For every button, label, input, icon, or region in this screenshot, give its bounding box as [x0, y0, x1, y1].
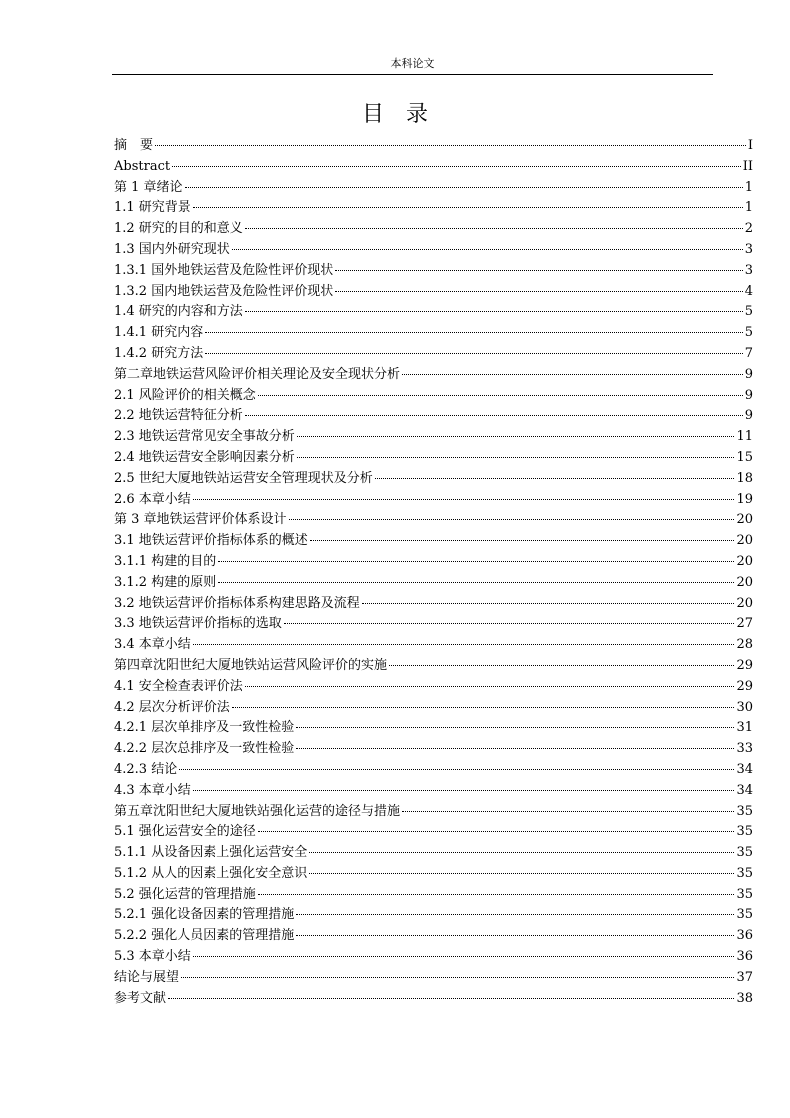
toc-entry-label: 3.2 地铁运营评价指标体系构建思路及流程	[114, 595, 360, 611]
toc-entry-page-number: 35	[736, 865, 753, 881]
toc-entry	[114, 573, 753, 594]
toc-entry	[114, 240, 753, 261]
toc-entry-label: 3.1 地铁运营评价指标体系的概述	[114, 533, 308, 549]
toc-entry	[114, 926, 753, 947]
toc-entry	[114, 968, 753, 989]
toc-dot-leader	[284, 623, 735, 624]
toc-entry-page-number: 35	[736, 803, 753, 819]
toc-entry	[114, 510, 753, 531]
toc-entry	[114, 198, 753, 219]
toc-entry	[114, 469, 753, 490]
toc-entry	[114, 552, 753, 573]
toc-entry-label: 4.1 安全检查表评价法	[114, 678, 243, 694]
toc-entry	[114, 698, 753, 719]
toc-entry-label: 摘 要	[114, 138, 154, 153]
toc-dot-leader	[205, 353, 743, 354]
toc-entry	[114, 594, 753, 615]
toc-entry-label: 1.1 研究背景	[114, 200, 191, 216]
toc-dot-leader	[296, 727, 734, 728]
toc-entry-page-number: 20	[736, 595, 753, 611]
toc-entry-label: 1.2 研究的目的和意义	[114, 221, 243, 237]
toc-entry-label: 参考文献	[114, 990, 167, 1006]
toc-entry	[114, 802, 753, 823]
header-rule	[112, 74, 713, 75]
toc-entry-label: 5.1 强化运营安全的途径	[114, 824, 256, 840]
toc-dot-leader	[310, 540, 735, 541]
toc-entry	[114, 365, 753, 386]
toc-entry-page-number: 34	[736, 782, 753, 798]
toc-entry-label: 5.1.2 从人的因素上强化安全意识	[114, 865, 308, 881]
toc-entry-page-number: 18	[736, 470, 753, 486]
toc-entry	[114, 427, 753, 448]
toc-entry	[114, 386, 753, 407]
toc-entry-label: 第 3 章地铁运营评价体系设计	[114, 512, 287, 528]
toc-entry-label: 2.2 地铁运营特征分析	[114, 408, 243, 424]
toc-entry-label: 第四章沈阳世纪大厦地铁站运营风险评价的实施	[114, 657, 388, 673]
toc-entry-label: 4.2.2 层次总排序及一致性检验	[114, 741, 295, 757]
toc-entry	[114, 323, 753, 344]
toc-entry-label: 2.3 地铁运营常见安全事故分析	[114, 429, 295, 445]
toc-entry-label: 2.6 本章小结	[114, 491, 191, 507]
toc-entry-label: 3.1.2 构建的原则	[114, 574, 217, 590]
toc-entry	[114, 677, 753, 698]
toc-dot-leader	[155, 145, 746, 146]
toc-entry-page-number: 20	[736, 512, 753, 528]
toc-entry	[114, 905, 753, 926]
toc-dot-leader	[296, 935, 734, 936]
toc-entry-label: 1.4.2 研究方法	[114, 345, 204, 361]
toc-entry-label: 1.3.2 国内地铁运营及危险性评价现状	[114, 283, 334, 299]
toc-entry-label: 第二章地铁运营风险评价相关理论及安全现状分析	[114, 366, 401, 382]
page-header: 本科论文	[390, 57, 435, 70]
toc-entry-page-number: 33	[736, 741, 753, 757]
toc-dot-leader	[193, 499, 735, 500]
toc-entry	[114, 614, 753, 635]
toc-entry-page-number: 3	[744, 241, 753, 257]
toc-entry-page-number: 5	[744, 304, 753, 320]
toc-dot-leader	[232, 249, 743, 250]
toc-dot-leader	[335, 270, 743, 271]
toc-entry	[114, 718, 753, 739]
toc-entry-label: 5.3 本章小结	[114, 949, 191, 965]
toc-entry	[114, 989, 753, 1010]
toc-entry	[114, 448, 753, 469]
toc-entry-page-number: 36	[736, 949, 753, 965]
toc-dot-leader	[245, 415, 743, 416]
toc-entry-page-number: 35	[736, 845, 753, 861]
toc-entry-page-number: 34	[736, 761, 753, 777]
toc-entry-page-number: II	[742, 158, 753, 174]
toc-title: 目录	[361, 102, 450, 127]
toc-dot-leader	[185, 187, 743, 188]
toc-dot-leader	[193, 790, 735, 791]
toc-entry	[114, 178, 753, 199]
toc-entry-label: 4.3 本章小结	[114, 782, 191, 798]
toc-entry-label: 1.4 研究的内容和方法	[114, 304, 243, 320]
toc-entry-label: 1.4.1 研究内容	[114, 325, 204, 341]
toc-dot-leader	[297, 436, 735, 437]
toc-entry-label: Abstract	[114, 158, 171, 174]
toc-dot-leader	[335, 291, 743, 292]
toc-entry	[114, 261, 753, 282]
toc-entry	[114, 781, 753, 802]
toc-entry-page-number: 28	[736, 637, 753, 653]
toc-entry-page-number: 27	[736, 616, 753, 632]
toc-entry	[114, 490, 753, 511]
toc-dot-leader	[245, 228, 743, 229]
toc-dot-leader	[258, 894, 735, 895]
toc-entry-page-number: 36	[736, 928, 753, 944]
toc-dot-leader	[309, 873, 734, 874]
toc-entry	[114, 157, 753, 178]
toc-entry-page-number: 5	[744, 325, 753, 341]
toc-dot-leader	[402, 811, 734, 812]
toc-entry	[114, 885, 753, 906]
toc-dot-leader	[402, 374, 743, 375]
toc-entry	[114, 531, 753, 552]
toc-entry	[114, 302, 753, 323]
toc-dot-leader	[296, 748, 734, 749]
toc-entry-page-number: 29	[736, 678, 753, 694]
toc-entry-page-number: 35	[736, 824, 753, 840]
toc-entry-page-number: 4	[744, 283, 753, 299]
toc-entry	[114, 739, 753, 760]
toc-entry	[114, 843, 753, 864]
toc-entry-label: 第 1 章绪论	[114, 179, 183, 195]
toc-entry-label: 4.2.3 结论	[114, 761, 178, 777]
toc-entry-page-number: 31	[736, 720, 753, 736]
toc-entry-label: 5.2.1 强化设备因素的管理措施	[114, 907, 295, 923]
toc-entry	[114, 760, 753, 781]
toc-entry-page-number: 2	[744, 221, 753, 237]
toc-dot-leader	[193, 956, 735, 957]
toc-dot-leader	[232, 707, 735, 708]
toc-entry-page-number: 38	[736, 990, 753, 1006]
toc-entry	[114, 822, 753, 843]
toc-entry-page-number: 20	[736, 574, 753, 590]
toc-entry-label: 5.2.2 强化人员因素的管理措施	[114, 928, 295, 944]
toc-entry	[114, 406, 753, 427]
toc-entry-label: 2.1 风险评价的相关概念	[114, 387, 256, 403]
toc-entry-page-number: 9	[744, 408, 753, 424]
toc-entry	[114, 947, 753, 968]
toc-entry-label: 4.2.1 层次单排序及一致性检验	[114, 720, 295, 736]
toc-entry	[114, 219, 753, 240]
toc-dot-leader	[218, 582, 734, 583]
toc-entry-label: 3.1.1 构建的目的	[114, 553, 217, 569]
toc-entry-page-number: 9	[744, 366, 753, 382]
toc-entry-page-number: 20	[736, 533, 753, 549]
toc-entry-page-number: 11	[736, 429, 753, 445]
toc-entry-page-number: 3	[744, 262, 753, 278]
toc-entry-label: 5.1.1 从设备因素上强化运营安全	[114, 845, 308, 861]
toc-dot-leader	[258, 395, 743, 396]
toc-entry-label: 2.4 地铁运营安全影响因素分析	[114, 449, 295, 465]
toc-entry-label: 结论与展望	[114, 969, 180, 985]
toc-dot-leader	[193, 644, 735, 645]
toc-dot-leader	[205, 332, 743, 333]
toc-entry	[114, 344, 753, 365]
toc-entry-page-number: 1	[744, 200, 753, 216]
toc-dot-leader	[218, 561, 734, 562]
toc-entry-label: 3.3 地铁运营评价指标的选取	[114, 616, 282, 632]
toc-entry	[114, 635, 753, 656]
toc-dot-leader	[179, 769, 734, 770]
toc-dot-leader	[296, 914, 734, 915]
toc-entry-page-number: 7	[744, 345, 753, 361]
toc-entry-page-number: 20	[736, 553, 753, 569]
toc-entry	[114, 864, 753, 885]
toc-dot-leader	[362, 603, 735, 604]
toc-dot-leader	[172, 166, 741, 167]
toc-entry	[114, 282, 753, 303]
toc-entry-page-number: 35	[736, 907, 753, 923]
toc-entry-label: 4.2 层次分析评价法	[114, 699, 230, 715]
toc-entry-page-number: I	[747, 138, 753, 153]
toc-entry-label: 2.5 世纪大厦地铁站运营安全管理现状及分析	[114, 470, 373, 486]
toc-entry-label: 1.3.1 国外地铁运营及危险性评价现状	[114, 262, 334, 278]
toc-entry-page-number: 37	[736, 969, 753, 985]
toc-entry-label: 第五章沈阳世纪大厦地铁站强化运营的途径与措施	[114, 803, 401, 819]
toc-dot-leader	[309, 852, 734, 853]
toc-entry-page-number: 1	[744, 179, 753, 195]
toc-entry-label: 1.3 国内外研究现状	[114, 241, 230, 257]
toc-dot-leader	[181, 977, 734, 978]
toc-dot-leader	[168, 998, 734, 999]
toc-entry-page-number: 35	[736, 886, 753, 902]
toc-entry-label: 5.2 强化运营的管理措施	[114, 886, 256, 902]
toc-dot-leader	[389, 665, 734, 666]
toc-entry-page-number: 9	[744, 387, 753, 403]
toc-dot-leader	[297, 457, 735, 458]
toc-entry-page-number: 30	[736, 699, 753, 715]
toc-dot-leader	[375, 478, 735, 479]
toc-entry	[114, 136, 753, 157]
toc-list	[114, 136, 753, 1009]
toc-entry-page-number: 19	[736, 491, 753, 507]
toc-dot-leader	[245, 686, 735, 687]
toc-entry-label: 3.4 本章小结	[114, 637, 191, 653]
toc-entry-page-number: 29	[736, 657, 753, 673]
toc-dot-leader	[193, 207, 743, 208]
toc-dot-leader	[258, 831, 735, 832]
toc-entry-page-number: 15	[736, 449, 753, 465]
toc-dot-leader	[289, 519, 735, 520]
toc-dot-leader	[245, 311, 743, 312]
toc-entry	[114, 656, 753, 677]
